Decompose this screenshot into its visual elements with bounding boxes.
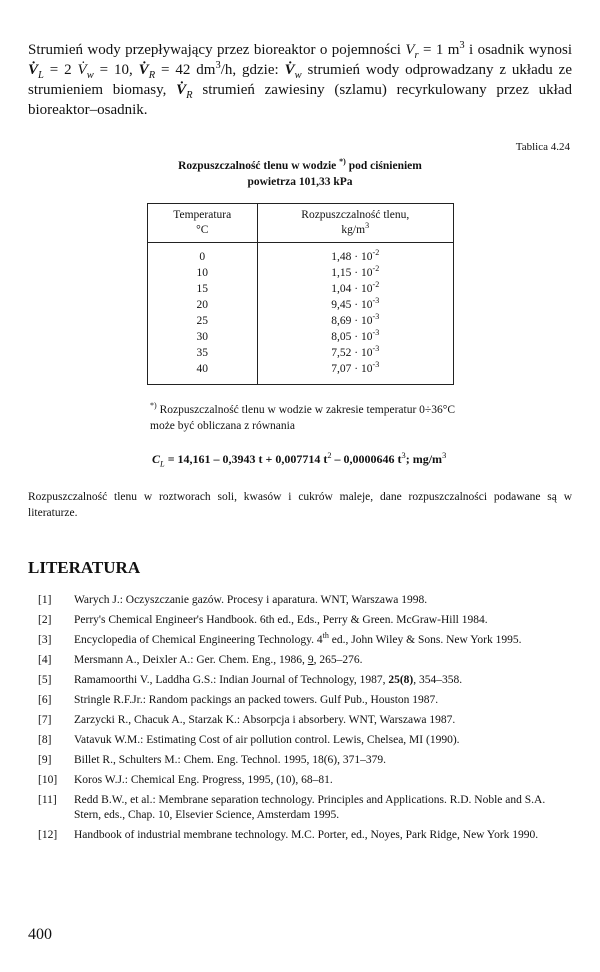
- table-row: 30 $8,05 \cdot 10^{-3}$: [148, 329, 454, 345]
- reference-item: [9] Billet R., Schulters M.: Chem. Eng. Technol. 1995, 18(6), 371–379.: [38, 754, 387, 766]
- column-header-temperature: Temperatura °C: [148, 204, 258, 243]
- table-row: 40 $7,07 \cdot 10^{-3}$: [148, 361, 454, 384]
- reference-item: [10] Koros W.J.: Chemical Eng. Progress, 1995, (10), 68–81.: [38, 774, 333, 786]
- reference-item: [7] Zarzycki R., Chacuk A., Starzak K.: Absorpcja i absorbery. WNT, Warszawa 1987.: [38, 714, 456, 726]
- table-row: 10 $1,15 \cdot 10^{-2}$: [148, 265, 454, 281]
- reference-item: [4] Mersmann A., Deixler A.: Ger. Chem. Eng., 1986, 9, 265–276.: [38, 654, 363, 666]
- note-paragraph: Rozpuszczalność tlenu w roztworach soli, kwasów i cukrów maleje, dane rozpuszczalności podawane są w literaturze.: [28, 491, 572, 519]
- table-row: 0 $1,48 \cdot 10^{-2}$: [148, 243, 454, 266]
- reference-item: [8] Vatavuk W.M.: Estimating Cost of air pollution control. Lewis, Chelsea, MI (1990).: [38, 734, 460, 746]
- reference-item: [3] Encyclopedia of Chemical Engineering Technology. 4th ed., John Wiley & Sons. New York 1995.: [38, 631, 522, 646]
- intro-paragraph: Strumień wody przepływający przez bioreaktor o pojemności $V_r = 1$ $m^3$ i osadnik wynosi $V̇_L = 2$ $V̇_w = 10$, $V̇_R = 42$ $dm^3/h$, gdzie: $V̇_w$ strumień wody odprowadzany z układu ze strumieniem biomasy, $V̇_R$ strumień zawiesiny (szlamu) recyrkulowany przez układ bioreaktor–osadnik.: [28, 40, 572, 118]
- table-row: 35 $7,52 \cdot 10^{-3}$: [148, 345, 454, 361]
- table-footnote: *) Rozpuszczalność tlenu w wodzie w zakresie temperatur 0÷36°C może być obliczana z równania: [150, 401, 456, 432]
- reference-item: [1] Warych J.: Oczyszczanie gazów. Procesy i aparatura. WNT, Warszawa 1998.: [38, 594, 428, 606]
- column-header-solubility: Rozpuszczalność tlenu, $kg/m^3$: [257, 204, 453, 243]
- table-row: 20 $9,45 \cdot 10^{-3}$: [148, 297, 454, 313]
- table-row: 15 $1,04 \cdot 10^{-2}$: [148, 281, 454, 297]
- reference-item: [2] Perry's Chemical Engineer's Handbook. 6th ed., Eds., Perry & Green. McGraw-Hill 1984.: [38, 614, 488, 626]
- reference-list: [28, 593, 572, 848]
- solubility-table: [147, 203, 454, 385]
- page-number: 400: [28, 926, 52, 943]
- table-label: Tablica 4.24: [515, 141, 570, 153]
- reference-item: [11] Redd B.W., et al.: Membrane separation technology. Principles and Applications. R.D. Noble and S.A. Stern, eds., Chap. 10, Elsevier Science, Amsterdam 1995.: [38, 794, 546, 821]
- table-row: 25 $8,69 \cdot 10^{-3}$: [148, 313, 454, 329]
- reference-item: [5] Ramamoorthi V., Laddha G.S.: Indian Journal of Technology, 1987, 25(8), 354–358.: [38, 674, 463, 686]
- table-caption: Rozpuszczalność tlenu w wodzie *) pod ciśnieniem powietrza 101,33 kPa: [178, 157, 422, 188]
- literature-heading: LITERATURA: [28, 558, 141, 577]
- solubility-equation: $C_L = 14,161 - 0,3943$ t + 0,007714 $t^2 - 0,0000646$ $t^3$; $mg/m^3$: [152, 451, 447, 469]
- reference-item: [12] Handbook of industrial membrane technology. M.C. Porter, ed., Noyes, Park Ridge, New York 1990.: [38, 829, 539, 841]
- reference-item: [6] Stringle R.F.Jr.: Random packings an packed towers. Gulf Pub., Houston 1987.: [38, 694, 439, 706]
